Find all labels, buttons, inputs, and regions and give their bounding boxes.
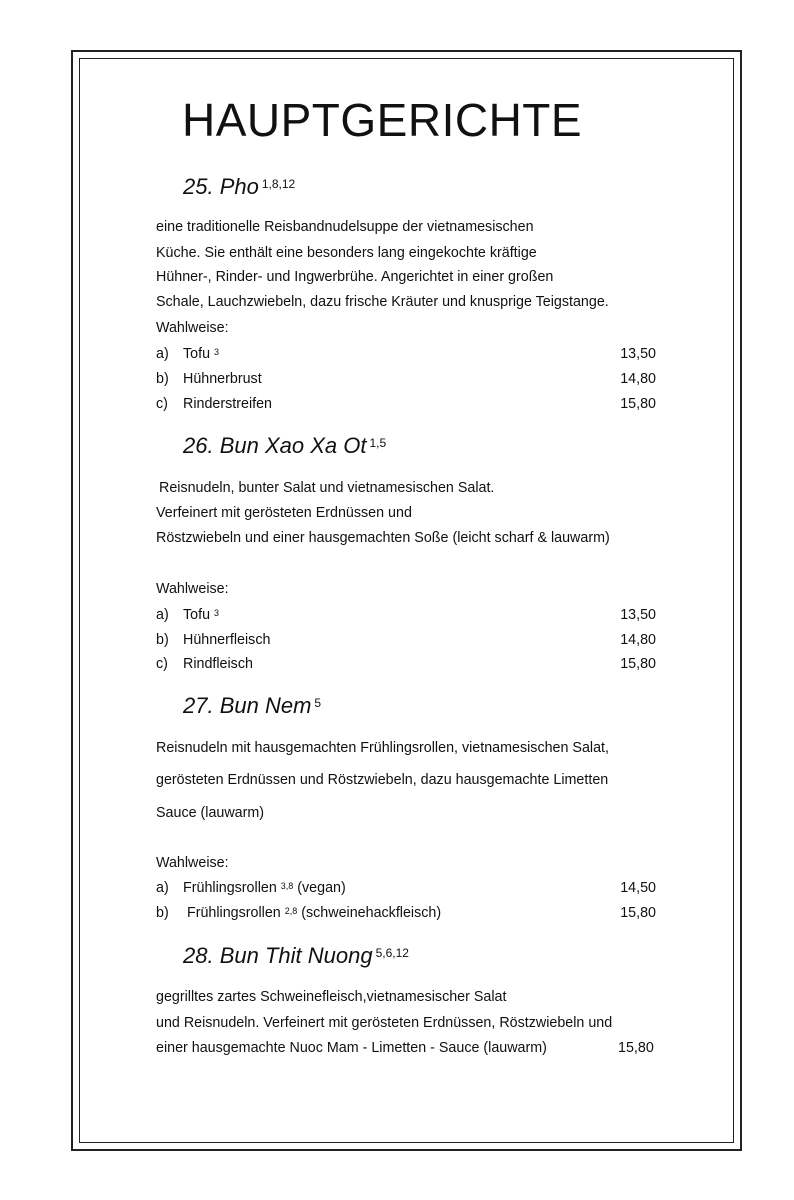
dish-allergens: 5 (314, 696, 322, 710)
dish-description-line: gerösteten Erdnüssen und Röstzwiebeln, dazu hausgemachte Limetten (156, 772, 609, 788)
option-price: 14,80 (620, 371, 656, 387)
dish-allergens: 1,5 (369, 436, 387, 450)
dish-description-line: Röstzwiebeln und einer hausgemachten Soße (leicht scharf & lauwarm) (156, 530, 610, 546)
option-price: 14,80 (620, 632, 656, 648)
option-price: 15,80 (620, 656, 656, 672)
menu-option: a) Tofu $^3$ 13,50 (156, 346, 656, 362)
choice-label: Wahlweise: (156, 320, 229, 336)
dish-title-27: 27. Bun Nem $^5$ (183, 693, 322, 718)
choice-label: Wahlweise: (156, 581, 229, 597)
dish-description-line: gegrilltes zartes Schweinefleisch,vietnamesischer Salat (156, 989, 507, 1005)
option-price: 13,50 (620, 607, 656, 623)
dish-description-line: Schale, Lauchzwiebeln, dazu frische Kräuter und knusprige Teigstange. (156, 294, 609, 310)
menu-option: a) Tofu $^3$ 13,50 (156, 607, 656, 623)
dish-description-line: Küche. Sie enthält eine besonders lang eingekochte kräftige (156, 245, 537, 261)
choice-label: Wahlweise: (156, 855, 229, 871)
menu-option: b) Frühlingsrollen $^{2,8}$ (schweinehackfleisch) 15,80 (156, 905, 656, 921)
dish-allergens: 1,8,12 (261, 177, 296, 191)
dish-description-line: eine traditionelle Reisbandnudelsuppe der vietnamesischen (156, 219, 534, 235)
dish-description-line: einer hausgemachte Nuoc Mam - Limetten - Sauce (lauwarm) (156, 1040, 547, 1056)
dish-title-26: 26. Bun Xao Xa Ot $^{1,5}$ (183, 433, 387, 458)
menu-option: a) Frühlingsrollen $^{3,8}$ (vegan) 14,50 (156, 880, 656, 896)
option-price: 15,80 (620, 396, 656, 412)
option-allergens: 3 (214, 608, 220, 618)
menu-option: c) Rindfleisch 15,80 (156, 656, 656, 672)
dish-title-28: 28. Bun Thit Nuong $^{5,6,12}$ (183, 943, 409, 968)
option-allergens: 3,8 (280, 881, 294, 891)
dish-description-line: Sauce (lauwarm) (156, 805, 265, 821)
option-allergens: 3 (214, 347, 220, 357)
dish-description-line: Hühner-, Rinder- und Ingwerbrühe. Angerichtet in einer großen (156, 269, 554, 285)
dish-description-line: Reisnudeln, bunter Salat und vietnamesischen Salat. (159, 480, 495, 496)
option-price: 13,50 (620, 346, 656, 362)
menu-option: c) Rinderstreifen 15,80 (156, 396, 656, 412)
dish-description-line: Verfeinert mit gerösteten Erdnüssen und (156, 505, 412, 521)
dish-price: 15,80 (618, 1040, 654, 1056)
option-price: 14,50 (620, 880, 656, 896)
dish-allergens: 5,6,12 (375, 946, 409, 960)
page-title: HAUPTGERICHTE (182, 94, 583, 146)
dish-description-line: Reisnudeln mit hausgemachten Frühlingsrollen, vietnamesischen Salat, (156, 740, 609, 756)
dish-title-25: 25. Pho $^{1,8,12}$ (183, 174, 296, 199)
menu-option: b) Hühnerbrust 14,80 (156, 371, 656, 387)
dish-description-line: und Reisnudeln. Verfeinert mit gerösteten Erdnüssen, Röstzwiebeln und (156, 1015, 613, 1031)
option-allergens: 2,8 (284, 906, 298, 916)
option-price: 15,80 (620, 905, 656, 921)
menu-option: b) Hühnerfleisch 14,80 (156, 632, 656, 648)
